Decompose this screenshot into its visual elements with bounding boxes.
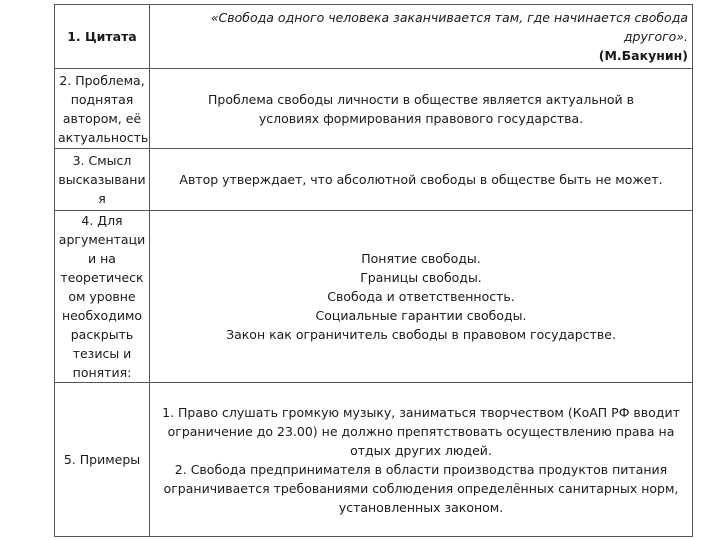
problem-label-line: 2. Проблема, xyxy=(59,72,145,88)
quote-label-text: 1. Цитата xyxy=(67,29,137,44)
problem-label-line: автором, её xyxy=(62,110,142,126)
theory-label-line: понятия: xyxy=(72,365,132,380)
table-row-meaning xyxy=(55,149,693,211)
theory-label-line: тезисы и xyxy=(72,346,132,361)
meaning-label-line: я xyxy=(98,191,106,206)
theory-item: Социальные гарантии свободы. xyxy=(315,308,527,323)
theory-label-line: ом уровне xyxy=(68,289,136,304)
meaning-label-line: высказывани xyxy=(58,172,146,187)
theory-label-line: необходимо xyxy=(61,308,143,323)
example-item: 1. Право слушать громкую музыку, заниматься творчеством (КоАП РФ вводит ограничение до 23.00) не должно препятствовать осуществлению права на отдых других людей. xyxy=(162,404,680,458)
meaning-text: Автор утверждает, что абсолютной свободы в обществе быть не может. xyxy=(179,172,663,187)
theory-cell xyxy=(150,211,693,383)
examples-cell xyxy=(150,383,693,537)
meaning-cell xyxy=(150,149,693,211)
theory-label-line: аргументаци xyxy=(58,232,146,247)
theory-item: Закон как ограничитель свободы в правовом государстве. xyxy=(226,327,616,342)
meaning-label-line: 3. Смысл xyxy=(72,153,132,168)
problem-label-line: поднятая xyxy=(70,91,134,107)
row-label-problem xyxy=(55,69,150,149)
problem-label-line: актуальность xyxy=(58,129,149,145)
theory-item: Свобода и ответственность. xyxy=(327,289,515,304)
problem-cell xyxy=(150,69,693,149)
quote-text: «Свобода одного человека заканчивается там, где начинается свобода другого». xyxy=(210,10,688,44)
table-row-examples xyxy=(55,383,693,537)
examples-label-text: 5. Примеры xyxy=(63,452,141,467)
theory-item: Границы свободы. xyxy=(360,270,482,285)
essay-plan-table xyxy=(54,4,693,537)
theory-label-line: раскрыть xyxy=(70,327,134,342)
quote-author: (М.Бакунин) xyxy=(598,48,688,63)
theory-label-line: 4. Для xyxy=(81,213,123,228)
row-label-examples xyxy=(55,383,150,537)
theory-label-line: и на xyxy=(88,251,116,266)
row-label-theory xyxy=(55,211,150,383)
theory-label-line: теоретическ xyxy=(60,270,144,285)
table-row-theory xyxy=(55,211,693,383)
row-label-meaning xyxy=(55,149,150,211)
problem-text: Проблема свободы личности в обществе является актуальной в условиях формирования правового государства. xyxy=(207,91,634,126)
table-row-problem xyxy=(55,69,693,149)
row-label-quote xyxy=(55,5,150,69)
theory-item: Понятие свободы. xyxy=(361,251,481,266)
example-item: 2. Свобода предпринимателя в области производства продуктов питания ограничивается требованиями соблюдения определённых санитарных норм, установленных законом. xyxy=(163,461,679,515)
quote-cell xyxy=(150,5,693,69)
table-row-quote xyxy=(55,5,693,69)
